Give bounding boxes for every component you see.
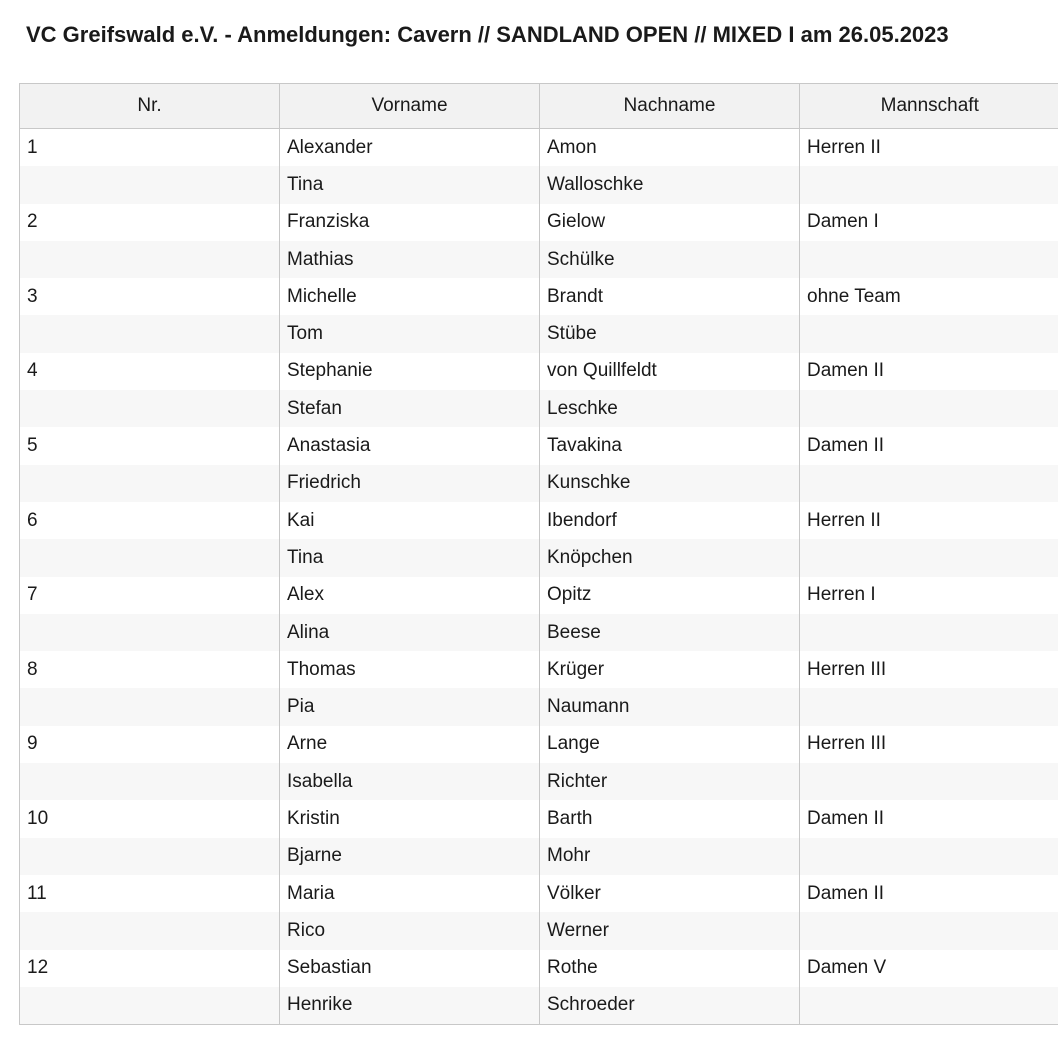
cell-vorname: Mathias (280, 241, 540, 278)
cell-mannschaft: Damen I (800, 204, 1058, 241)
table-row (20, 278, 1058, 315)
cell-nr: 7 (20, 577, 280, 614)
cell-vorname: Arne (280, 726, 540, 763)
table-row (20, 315, 1058, 352)
cell-nachname: Mohr (540, 838, 800, 875)
cell-nr (20, 465, 280, 502)
header-nr: Nr. (20, 84, 280, 129)
cell-nachname: Lange (540, 726, 800, 763)
cell-mannschaft: Damen II (800, 427, 1058, 464)
cell-mannschaft (800, 688, 1058, 725)
cell-nachname: Opitz (540, 577, 800, 614)
cell-mannschaft (800, 539, 1058, 576)
cell-vorname: Thomas (280, 651, 540, 688)
cell-vorname: Stephanie (280, 353, 540, 390)
table-row (20, 726, 1058, 763)
table-row (20, 987, 1058, 1025)
cell-nr: 9 (20, 726, 280, 763)
cell-mannschaft (800, 390, 1058, 427)
header-mannschaft: Mannschaft (800, 84, 1058, 129)
table-row (20, 800, 1058, 837)
table-body (20, 129, 1058, 1025)
cell-mannschaft: Herren II (800, 502, 1058, 539)
cell-nr (20, 390, 280, 427)
cell-nr (20, 838, 280, 875)
cell-vorname: Tom (280, 315, 540, 352)
cell-nr: 4 (20, 353, 280, 390)
table-row (20, 129, 1058, 167)
cell-vorname: Henrike (280, 987, 540, 1025)
cell-mannschaft: Herren III (800, 651, 1058, 688)
cell-nachname: Walloschke (540, 166, 800, 203)
cell-nachname: Amon (540, 129, 800, 167)
header-nachname: Nachname (540, 84, 800, 129)
cell-mannschaft (800, 315, 1058, 352)
cell-vorname: Tina (280, 539, 540, 576)
table-row (20, 465, 1058, 502)
cell-nr (20, 688, 280, 725)
table-row (20, 241, 1058, 278)
cell-vorname: Anastasia (280, 427, 540, 464)
cell-mannschaft: Damen II (800, 353, 1058, 390)
cell-vorname: Franziska (280, 204, 540, 241)
registrations-table-container (19, 83, 1058, 1025)
table-row (20, 353, 1058, 390)
cell-nr: 5 (20, 427, 280, 464)
cell-nachname: Gielow (540, 204, 800, 241)
cell-vorname: Kai (280, 502, 540, 539)
cell-nr: 10 (20, 800, 280, 837)
cell-mannschaft (800, 838, 1058, 875)
cell-nr (20, 166, 280, 203)
cell-vorname: Michelle (280, 278, 540, 315)
cell-nachname: Kunschke (540, 465, 800, 502)
cell-vorname: Rico (280, 912, 540, 949)
cell-nr: 11 (20, 875, 280, 912)
table-row (20, 838, 1058, 875)
cell-mannschaft (800, 614, 1058, 651)
table-row (20, 614, 1058, 651)
cell-nachname: Tavakina (540, 427, 800, 464)
cell-vorname: Isabella (280, 763, 540, 800)
cell-nachname: Krüger (540, 651, 800, 688)
cell-nr (20, 315, 280, 352)
cell-vorname: Pia (280, 688, 540, 725)
cell-nr: 6 (20, 502, 280, 539)
cell-vorname: Kristin (280, 800, 540, 837)
cell-vorname: Tina (280, 166, 540, 203)
table-row (20, 390, 1058, 427)
cell-nachname: von Quillfeldt (540, 353, 800, 390)
cell-nachname: Werner (540, 912, 800, 949)
cell-nr (20, 763, 280, 800)
cell-mannschaft: Damen II (800, 875, 1058, 912)
cell-nachname: Rothe (540, 950, 800, 987)
cell-mannschaft: Herren I (800, 577, 1058, 614)
cell-mannschaft (800, 912, 1058, 949)
cell-mannschaft (800, 465, 1058, 502)
table-row (20, 875, 1058, 912)
header-row (20, 84, 1058, 129)
cell-nachname: Richter (540, 763, 800, 800)
cell-nachname: Völker (540, 875, 800, 912)
cell-nachname: Knöpchen (540, 539, 800, 576)
table-row (20, 204, 1058, 241)
cell-vorname: Bjarne (280, 838, 540, 875)
table-header (20, 84, 1058, 129)
cell-nr (20, 912, 280, 949)
cell-nachname: Schülke (540, 241, 800, 278)
cell-mannschaft (800, 763, 1058, 800)
cell-mannschaft (800, 987, 1058, 1025)
table-row (20, 502, 1058, 539)
cell-vorname: Alex (280, 577, 540, 614)
cell-nachname: Schroeder (540, 987, 800, 1025)
table-row (20, 539, 1058, 576)
table-row (20, 763, 1058, 800)
table-row (20, 427, 1058, 464)
cell-nr: 8 (20, 651, 280, 688)
cell-mannschaft: Damen V (800, 950, 1058, 987)
registrations-table (19, 83, 1058, 1025)
table-row (20, 166, 1058, 203)
cell-nr: 1 (20, 129, 280, 167)
header-vorname: Vorname (280, 84, 540, 129)
cell-nr: 12 (20, 950, 280, 987)
table-row (20, 950, 1058, 987)
table-row (20, 577, 1058, 614)
cell-vorname: Alexander (280, 129, 540, 167)
cell-mannschaft: ohne Team (800, 278, 1058, 315)
cell-vorname: Alina (280, 614, 540, 651)
page-title: VC Greifswald e.V. - Anmeldungen: Cavern // SANDLAND OPEN // MIXED I am 26.05.2023 (26, 22, 949, 47)
cell-vorname: Sebastian (280, 950, 540, 987)
cell-vorname: Friedrich (280, 465, 540, 502)
cell-nr: 3 (20, 278, 280, 315)
cell-nachname: Stübe (540, 315, 800, 352)
table-row (20, 688, 1058, 725)
cell-nr (20, 987, 280, 1025)
table-row (20, 651, 1058, 688)
cell-nachname: Ibendorf (540, 502, 800, 539)
cell-nr: 2 (20, 204, 280, 241)
table-row (20, 912, 1058, 949)
cell-mannschaft (800, 166, 1058, 203)
cell-nachname: Beese (540, 614, 800, 651)
cell-nr (20, 241, 280, 278)
cell-nachname: Brandt (540, 278, 800, 315)
cell-vorname: Stefan (280, 390, 540, 427)
cell-mannschaft: Herren II (800, 129, 1058, 167)
cell-nachname: Leschke (540, 390, 800, 427)
cell-nachname: Naumann (540, 688, 800, 725)
cell-nachname: Barth (540, 800, 800, 837)
cell-nr (20, 614, 280, 651)
cell-mannschaft (800, 241, 1058, 278)
cell-mannschaft: Damen II (800, 800, 1058, 837)
cell-mannschaft: Herren III (800, 726, 1058, 763)
cell-nr (20, 539, 280, 576)
cell-vorname: Maria (280, 875, 540, 912)
